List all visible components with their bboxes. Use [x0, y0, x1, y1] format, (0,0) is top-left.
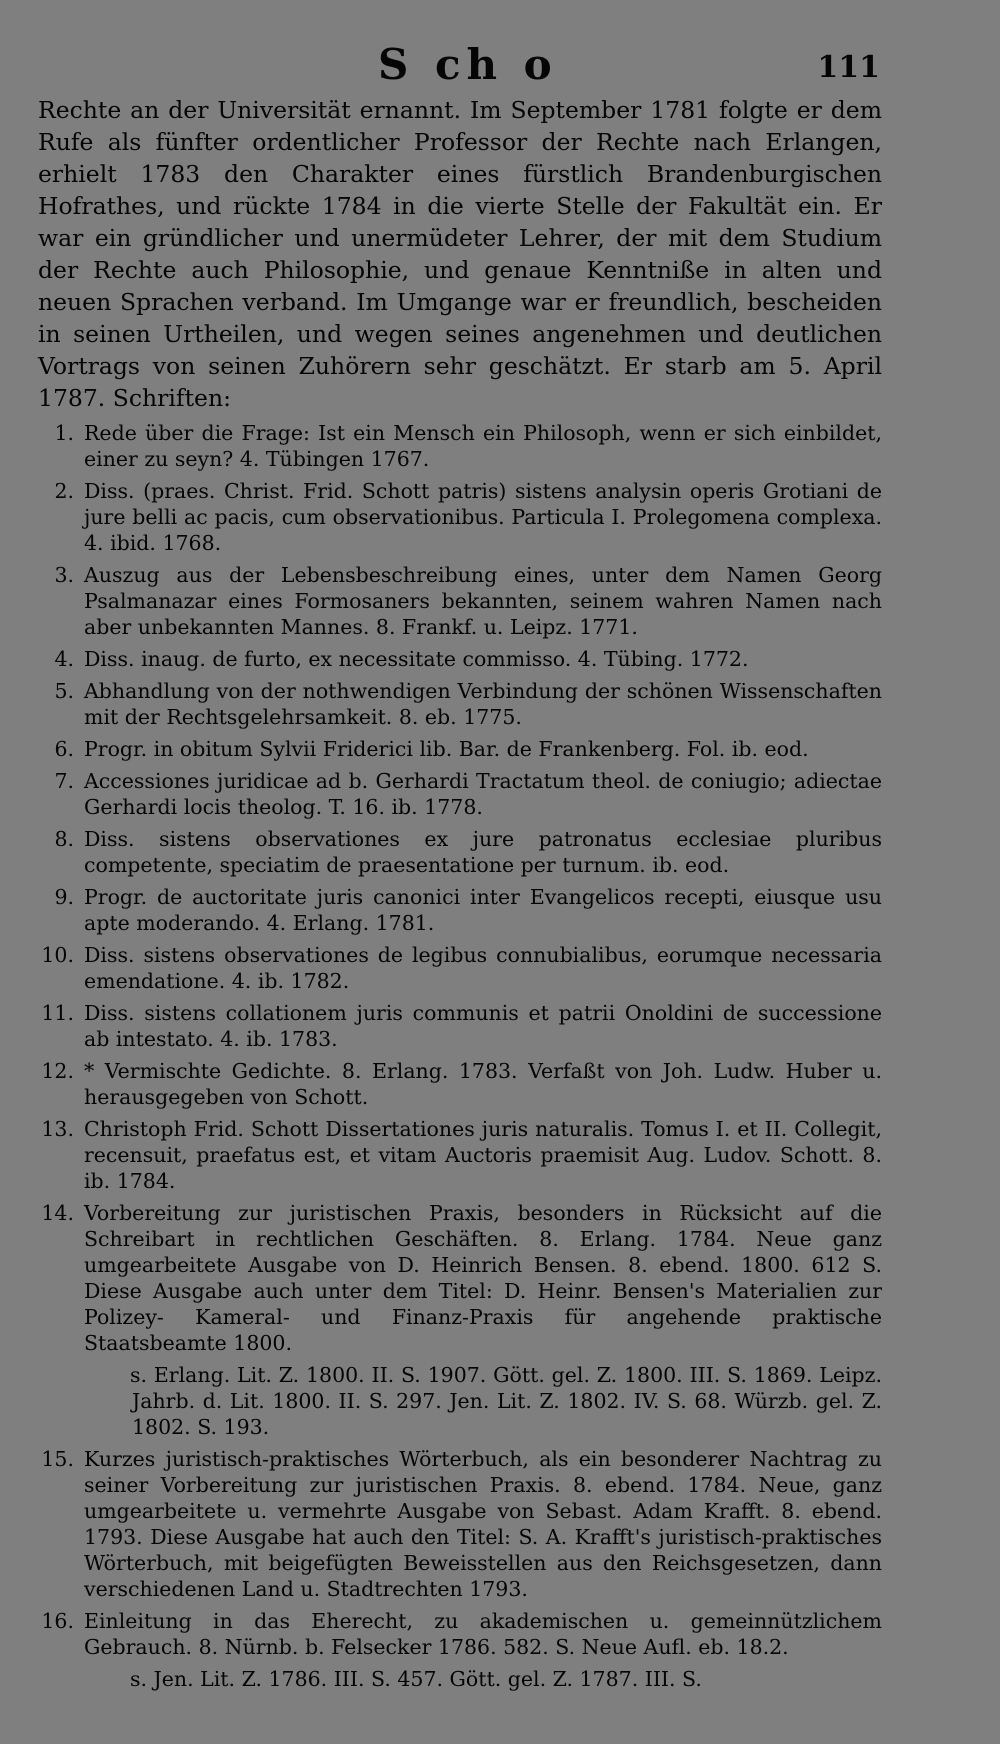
bibliography-entry	[38, 1608, 882, 1660]
entry-text: Kurzes juristisch-praktisches Wörterbuch, als ein besonderer Nachtrag zu seiner Vorbereitung zur juristischen Praxis. 8. ebend. 1784. Neue, ganz umgearbeitete u. vermehrte Ausgabe von Sebast. Adam Krafft. 8. ebend. 1793. Diese Ausgabe hat auch den Titel: S. A. Krafft's juristisch-praktisches Wörterbuch, mit beigefügten Beweisstellen aus den Reichsgesetzen, dann verschiedenen Land u. Stadtrechten 1793.	[84, 1447, 882, 1601]
entry-number: 4.	[54, 647, 74, 671]
bibliography-entry	[38, 1200, 882, 1356]
entry-number: 6.	[54, 737, 74, 761]
entry-text: Diss. sistens observationes de legibus connubialibus, eorumque necessaria emendatione. 4. ib. 1782.	[84, 943, 882, 993]
entry-text: Progr. in obitum Sylvii Friderici lib. Bar. de Frankenberg. Fol. ib. eod.	[84, 737, 809, 761]
page-number: 111	[817, 50, 880, 85]
entry-text: Progr. de auctoritate juris canonici inter Evangelicos recepti, eiusque usu apte moderando. 4. Erlang. 1781.	[84, 885, 882, 935]
entry-number: 3.	[54, 563, 74, 587]
entry-number: 14.	[41, 1201, 74, 1225]
entry-text: Diss. inaug. de furto, ex necessitate commisso. 4. Tübing. 1772.	[84, 647, 749, 671]
bibliography-entry	[38, 1000, 882, 1052]
entry-text: Diss. sistens collationem juris communis et patrii Onoldini de successione ab intestato. 4. ib. 1783.	[84, 1001, 882, 1051]
review-note: s. Jen. Lit. Z. 1786. III. S. 457. Gött. gel. Z. 1787. III. S.	[130, 1667, 702, 1691]
entry-text: Auszug aus der Lebensbeschreibung eines, unter dem Namen Georg Psalmanazar eines Formosaners bekannten, seinem wahren Namen nach aber unbekannten Mannes. 8. Frankf. u. Leipz. 1771.	[84, 563, 882, 639]
entry-text: Diss. (praes. Christ. Frid. Schott patris) sistens analysin operis Grotiani de jure belli ac pacis, cum observationibus. Particula I. Prolegomena complexa. 4. ibid. 1768.	[84, 479, 882, 555]
entry-number: 15.	[41, 1447, 74, 1471]
bibliography-entry	[38, 420, 882, 472]
entry-number: 13.	[41, 1117, 74, 1141]
running-head: S ch o	[378, 40, 558, 89]
bibliography-entry	[38, 646, 882, 672]
entry-number: 10.	[41, 943, 74, 967]
intro-paragraph: Rechte an der Universität ernannt. Im September 1781 folgte er dem Rufe als fünfter ordentlicher Professor der Rechte nach Erlangen, erhielt 1783 den Charakter eines fürstlich Brandenburgischen Hofrathes, und rückte 1784 in die vierte Stelle der Fakultät ein. Er war ein gründlicher und unermüdeter Lehrer, der mit dem Studium der Rechte auch Philosophie, und genaue Kenntniße in alten und neuen Sprachen verband. Im Umgange war er freundlich, bescheiden in seinen Urtheilen, und wegen seines angenehmen und deutlichen Vortrags von seinen Zuhörern sehr geschätzt. Er starb am 5. April 1787. Schriften:	[38, 96, 882, 412]
entry-text: Accessiones juridicae ad b. Gerhardi Tractatum theol. de coniugio; adiectae Gerhardi locis theolog. T. 16. ib. 1778.	[84, 769, 882, 819]
entry-text: Diss. sistens observationes ex jure patronatus ecclesiae pluribus competente, speciatim de praesentatione per turnum. ib. eod.	[84, 827, 882, 877]
page-header	[38, 36, 882, 94]
bibliography-entry	[38, 478, 882, 556]
entry-number: 1.	[54, 421, 74, 445]
entry-number: 16.	[41, 1609, 74, 1633]
entry-text: Einleitung in das Eherecht, zu akademischen u. gemeinnützlichem Gebrauch. 8. Nürnb. b. Felsecker 1786. 582. S. Neue Aufl. eb. 18.2.	[84, 1609, 882, 1659]
bibliography-entry	[38, 736, 882, 762]
entry-number: 2.	[54, 479, 74, 503]
entry-number: 9.	[54, 885, 74, 909]
bibliography-entry	[38, 1446, 882, 1602]
entry-number: 11.	[41, 1001, 74, 1025]
bibliography-list	[38, 420, 882, 1692]
entry-number: 5.	[54, 679, 74, 703]
entry-number: 8.	[54, 827, 74, 851]
entry-text: * Vermischte Gedichte. 8. Erlang. 1783. Verfaßt von Joh. Ludw. Huber u. herausgegeben von Schott.	[84, 1059, 882, 1109]
bibliography-entry	[38, 942, 882, 994]
review-note: s. Erlang. Lit. Z. 1800. II. S. 1907. Gött. gel. Z. 1800. III. S. 1869. Leipz. Jahrb. d. Lit. 1800. II. S. 297. Jen. Lit. Z. 1802. IV. S. 68. Würzb. gel. Z. 1802. S. 193.	[130, 1363, 882, 1439]
bibliography-entry	[38, 562, 882, 640]
bibliography-entry	[38, 1116, 882, 1194]
entry-text: Vorbereitung zur juristischen Praxis, besonders in Rücksicht auf die Schreibart in rechtlichen Geschäften. 8. Erlang. 1784. Neue ganz umgearbeitete Ausgabe von D. Heinrich Bensen. 8. ebend. 1800. 612 S. Diese Ausgabe auch unter dem Titel: D. Heinr. Bensen's Materialien zur Polizey- Kameral- und Finanz-Praxis für angehende praktische Staatsbeamte 1800.	[84, 1201, 882, 1355]
entry-text: Abhandlung von der nothwendigen Verbindung der schönen Wissenschaften mit der Rechtsgelehrsamkeit. 8. eb. 1775.	[84, 679, 882, 729]
entry-number: 7.	[54, 769, 74, 793]
bibliography-entry	[38, 1058, 882, 1110]
entry-number: 12.	[41, 1059, 74, 1083]
bibliography-entry	[38, 884, 882, 936]
bibliography-entry	[38, 768, 882, 820]
entry-text: Rede über die Frage: Ist ein Mensch ein Philosoph, wenn er sich einbildet, einer zu seyn? 4. Tübingen 1767.	[84, 421, 882, 471]
bibliography-entry	[38, 678, 882, 730]
bibliography-entry	[38, 826, 882, 878]
entry-text: Christoph Frid. Schott Dissertationes juris naturalis. Tomus I. et II. Collegit, recensuit, praefatus est, et vitam Auctoris praemisit Aug. Ludov. Schott. 8. ib. 1784.	[84, 1117, 882, 1193]
